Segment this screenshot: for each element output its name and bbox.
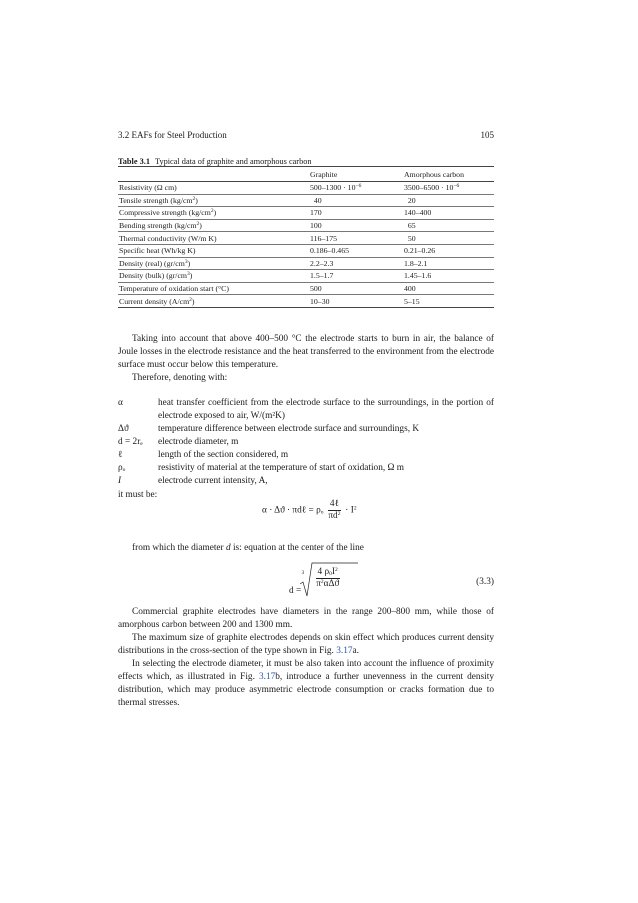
paragraph: Therefore, denoting with: (132, 373, 228, 383)
table-row (118, 295, 494, 308)
table-cell: Specific heat (Wh/kg K) (118, 244, 309, 257)
definition-symbol: $\rho_o$ (118, 463, 126, 473)
definition-text: length of the section considered, m (158, 450, 289, 460)
definition-symbol: α (118, 398, 123, 408)
table-cell: 50 (403, 232, 494, 245)
definition-text: temperature difference between electrode surface and surroundings, K (158, 424, 420, 434)
table-row (118, 244, 494, 257)
table-cell: 170 (309, 207, 403, 220)
table-row (118, 182, 494, 195)
paragraph: from which the diameter d is: equation at the center of the line (132, 543, 364, 553)
figure-reference-link[interactable]: 3.17 (336, 646, 353, 656)
data-table (118, 166, 494, 308)
table-cell: Density (real) $(gr/cm^3)$ (118, 257, 309, 270)
table-caption (118, 157, 312, 166)
table-cell: 65 (403, 219, 494, 232)
radical-sign-icon (300, 562, 358, 598)
table-cell: 20 (403, 194, 494, 207)
table-cell: Current density $(A/cm^2)$ (118, 295, 309, 308)
running-header (118, 130, 494, 140)
definition-item (118, 423, 494, 436)
table-row (118, 257, 494, 270)
paragraph: Commercial graphite electrodes have diameters in the range 200–800 mm, while those of amorphous carbon between 200 and 1300 mm. (118, 607, 494, 630)
definition-item (118, 462, 494, 475)
definition-item (118, 397, 494, 423)
paragraph: In selecting the electrode diameter, it must be also taken into account the influence of proximity effects which, as illustrated in Fig. 3.17b, introduce a further unevenness in the current density distribution, which may produce asymmetric electrode consumption or cracks formation due to thermal stresses. (118, 659, 494, 708)
table-cell: Tensile strength $(kg/cm^2)$ (118, 194, 309, 207)
table-cell: Resistivity (Ω cm) (118, 182, 309, 195)
table-cell: 116–175 (309, 232, 403, 245)
definition-symbol: I (118, 476, 122, 486)
paragraph: Taking into account that above 400–500 °C the electrode starts to burn in air, the balance of Joule losses in the electrode resistance and the heat transferred to the environment from the electrode surface must occur below this temperature. (118, 334, 494, 370)
table-cell: Thermal conductivity (W/m K) (118, 232, 309, 245)
definition-list (118, 397, 494, 488)
table-row (118, 232, 494, 245)
definition-symbol: $d = 2r_e$ (118, 437, 143, 447)
paragraph: The maximum size of graphite electrodes depends on skin effect which produces current density distributions in the cross-section of the type shown in Fig. 3.17a. (118, 633, 494, 656)
section-title: 3.2 EAFs for Steel Production (118, 130, 227, 140)
table-cell: 5–15 (403, 295, 494, 308)
figure-reference-link[interactable]: 3.17 (258, 672, 276, 682)
table-row (118, 270, 494, 283)
definition-text: electrode diameter, m (158, 437, 239, 447)
table-cell: 10–30 (309, 295, 403, 308)
equation: α · Δϑ · πdℓ = $\rho_o$ $\frac{\text{4ℓ}}{\pi d^2}$ · $I^2$ (262, 499, 357, 521)
table-cell: 500 (309, 282, 403, 295)
definition-text: electrode current intensity, A, (158, 476, 268, 486)
table-cell: 1.8–2.1 (403, 257, 494, 270)
definition-text: heat transfer coefficient from the electrode surface to the surroundings, in the portion of electrode exposed to air, W/(m²K) (158, 398, 494, 421)
table-cell: Bending strength $(kg/cm^2)$ (118, 219, 309, 232)
page-number: 105 (480, 130, 494, 140)
cube-root: 3 $\frac{4 \rho_0I^2}{\pi^2\alpha\Delta ϑ}$ (310, 563, 342, 590)
table-cell: 400 (403, 282, 494, 295)
table-cell: 2.2–2.3 (309, 257, 403, 270)
table-cell: Compressive strength $(kg/cm^2)$ (118, 207, 309, 220)
table-cell: Density (bulk) $(gr/cm^3)$ (118, 270, 309, 283)
table-cell: 40 (309, 194, 403, 207)
paragraph: it must be: (118, 490, 158, 500)
definition-item (118, 436, 494, 449)
table-row (118, 282, 494, 295)
table-header-cell: Amorphous carbon (403, 168, 494, 182)
table-caption-label: Table 3.1 (118, 157, 150, 166)
fraction: $\frac{\text{4ℓ}}{\pi d^2}$ (328, 499, 341, 521)
definition-symbol: ℓ (118, 450, 123, 460)
table-cell: $3500-6500 \cdot 10^{-6}$ (403, 182, 494, 195)
equation: d = 3 $\frac{4 \rho_0I^2}{\pi^2\alpha\Delta ϑ}$ (289, 563, 342, 590)
table-row (118, 194, 494, 207)
table-cell: 100 (309, 219, 403, 232)
table-cell: 140–400 (403, 207, 494, 220)
table-caption-text: Typical data of graphite and amorphous carbon (154, 157, 312, 166)
definition-item (118, 449, 494, 462)
definition-item (118, 475, 494, 488)
table-cell: 1.5–1.7 (309, 270, 403, 283)
table-cell: 0.21–0.26 (403, 244, 494, 257)
table-cell: 0.186–0.465 (309, 244, 403, 257)
table-row (118, 219, 494, 232)
table-cell: $500-1300 \cdot 10^{-6}$ (309, 182, 403, 195)
definition-text: resistivity of material at the temperature of start of oxidation, Ω m (158, 463, 404, 473)
table-cell: Temperature of oxidation start (°C) (118, 282, 309, 295)
table-cell: 1.45–1.6 (403, 270, 494, 283)
table-row (118, 207, 494, 220)
definition-symbol: Δϑ (118, 424, 129, 434)
table-header-row (118, 168, 494, 182)
table-header-cell (118, 168, 309, 182)
table-header-cell: Graphite (309, 168, 403, 182)
equation-number: (3.3) (476, 577, 494, 587)
